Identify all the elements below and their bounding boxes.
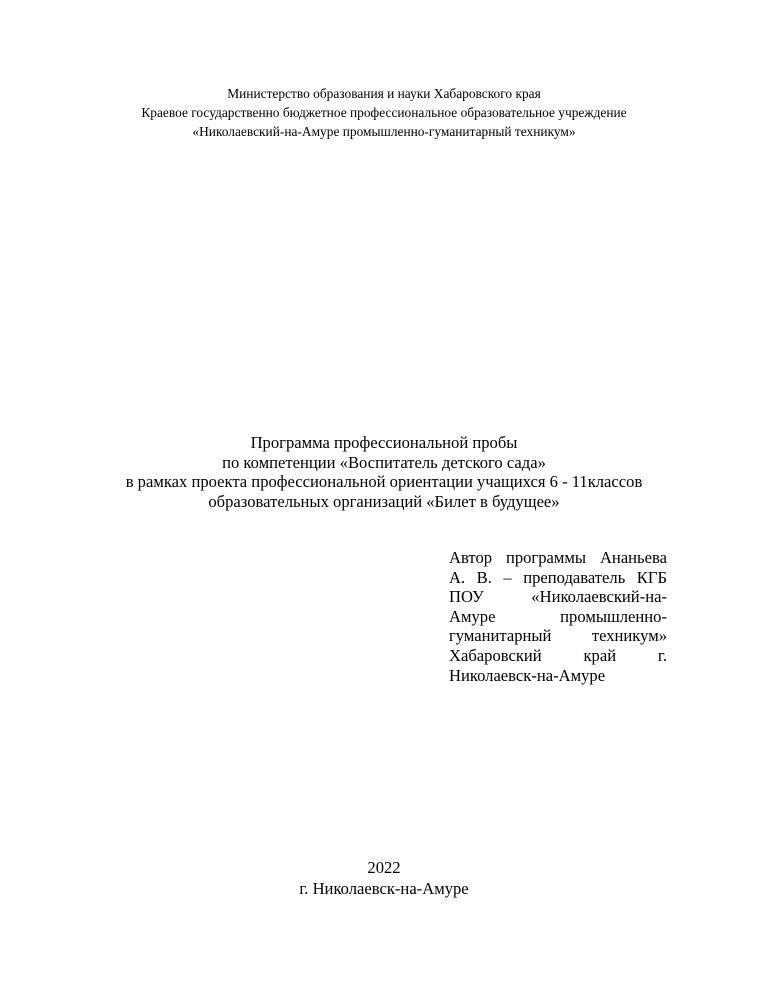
author-word: г.: [657, 645, 667, 665]
author-word: Ананьева: [599, 548, 667, 567]
institution-header: [0, 84, 768, 141]
author-word: Автор: [449, 548, 493, 567]
title-line-1: Программа профессиональной пробы: [250, 433, 518, 452]
author-line-7: Николаевск-на-Амуре: [449, 665, 606, 685]
year: 2022: [367, 858, 401, 877]
author-word: Хабаровский: [449, 645, 542, 665]
city: г. Николаевск-на-Амуре: [299, 879, 469, 898]
author-word: В.: [476, 567, 492, 587]
title-line-3: в рамках проекта профессиональной ориентации учащихся 6 - 11классов: [125, 472, 643, 492]
author-word: Амуре: [449, 606, 496, 626]
author-line-6: [449, 646, 667, 666]
author-line-4: [449, 607, 667, 627]
author-word: –: [503, 567, 512, 587]
author-word: А.: [449, 567, 466, 587]
title-line-2: по компетенции «Воспитатель детского сада»: [222, 452, 546, 472]
author-word: техникум»: [591, 626, 667, 646]
footer-block: [0, 857, 768, 899]
ministry-line: Министерство образования и науки Хабаровского края: [227, 86, 541, 101]
institution-type-line: Краевое государственно бюджетное профессиональное образовательное учреждение: [141, 105, 627, 120]
author-word: край: [583, 645, 617, 665]
author-word: гуманитарный: [449, 626, 552, 646]
author-block: [449, 548, 667, 685]
author-line-3: [449, 587, 667, 607]
author-word: промышленно-: [560, 606, 667, 626]
author-word: ПОУ: [449, 587, 484, 607]
author-word: КГБ: [636, 567, 667, 587]
author-line-2: [449, 568, 667, 588]
author-line-5: [449, 626, 667, 646]
author-word: программы: [505, 548, 587, 567]
author-line-1: [449, 548, 667, 568]
institution-name-line: «Николаевский-на-Амуре промышленно-гуманитарный техникум»: [192, 124, 576, 139]
author-word: преподаватель: [523, 567, 626, 587]
program-title: [0, 433, 768, 511]
title-line-4: образовательных организаций «Билет в будущее»: [208, 491, 560, 511]
author-word: «Николаевский-на-: [531, 587, 667, 607]
